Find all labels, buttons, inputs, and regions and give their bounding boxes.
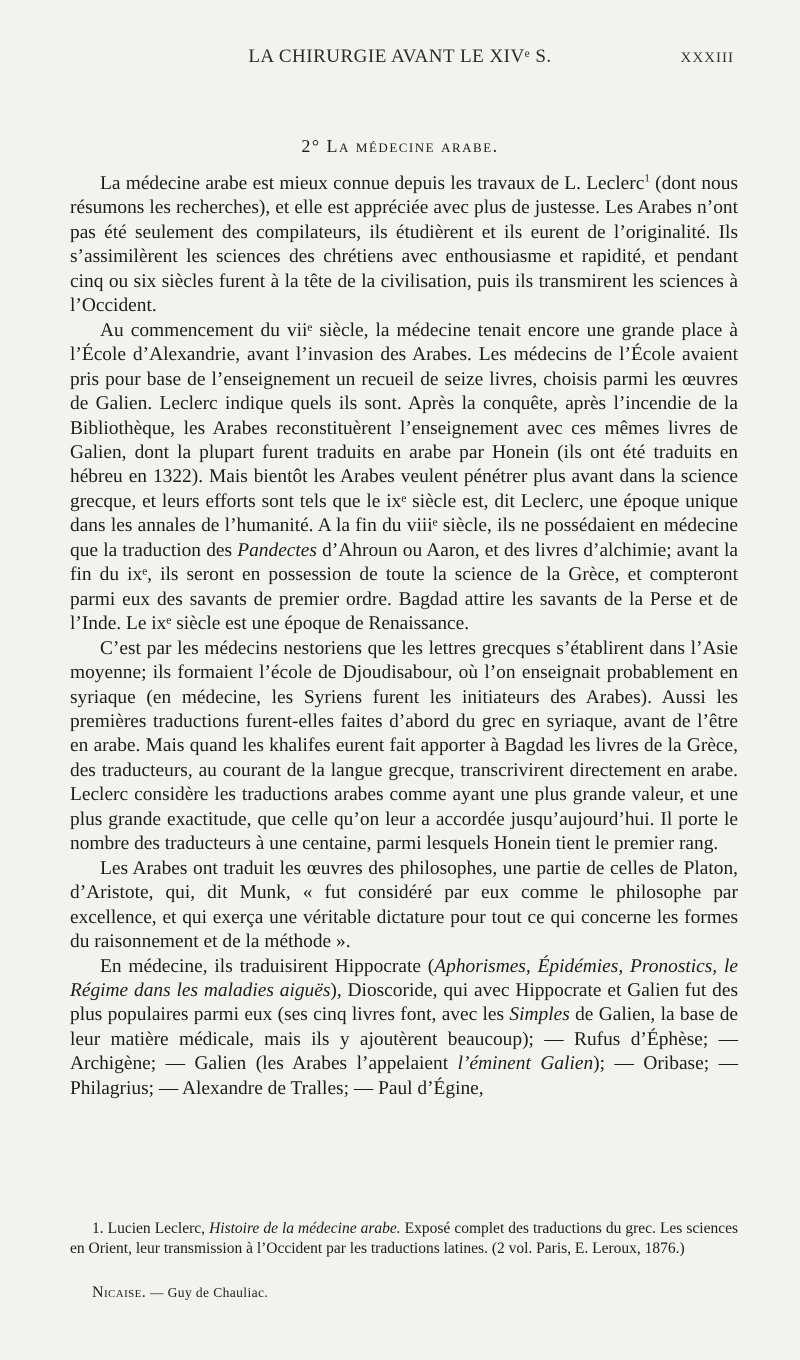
footnote-work-title: Histoire de la médecine arabe. [209, 1220, 401, 1237]
paragraph-text: ), Dioscoride, qui avec Hippocrate et Galien fut des plus populaires parmi eux (ses cinq livres font, avec les [70, 979, 738, 1026]
paragraph-text: Les Arabes ont traduit les œuvres des philosophes, une partie de celles de Platon, d’Aristote, qui, dit Munk, « fut considéré par eux comme le philosophe par excellence, et qui exerça une véritable dictature pour tout ce qui concerne les formes du raisonnement et de la méthode ». [70, 857, 738, 953]
paragraph [70, 319, 738, 637]
footnote-part: 1. Lucien Leclerc, [92, 1220, 210, 1237]
signature-line [92, 1284, 268, 1302]
paragraph [70, 955, 738, 1102]
section-heading [0, 136, 800, 157]
paragraph-text: d’Ahroun ou Aaron, et des livres d’alchimie; avant la fin du ixᵉ, ils seront en possession de toute la science de la Grèce, et compteront parmi eux des savants de premier ordre. Bagdad attire les savants de la Perse et de l’Inde. Le ixᵉ siècle est une époque de Renaissance. [70, 539, 738, 635]
signature-author: Nicaise. [92, 1284, 147, 1301]
page-number: XXXIII [680, 50, 734, 66]
paragraph-text: (dont nous résumons les recherches), et elle est appréciée avec plus de justesse. Les Arabes n’ont pas été seulement des compilateurs, ils étudièrent et ils eurent de l’originalité. Ils s’assimilèrent les sciences des chrétiens avec enthousiasme et rapidité, et pendant cinq ou six siècles furent à la tête de la civilisation, puis ils transmirent les sciences à l’Occident. [70, 173, 738, 317]
work-title: Simples [509, 1004, 570, 1026]
signature-work: Guy de Chauliac. [167, 1285, 269, 1300]
section-number: 2° [301, 136, 321, 156]
paragraph [70, 637, 738, 857]
paragraph-text: La médecine arabe est mieux connue depuis les travaux de L. Leclerc [100, 173, 645, 194]
footnote-part: Exposé complet des traductions du grec. Les sciences en Orient, leur transmission à l’Occident par les traductions latines. (2 vol. Paris, E. Leroux, 1876.) [70, 1220, 738, 1257]
work-title: Aphorismes, Épidémies, Pronostics, le Régime dans les maladies aiguës [70, 955, 739, 1001]
paragraph [70, 172, 738, 319]
footnote [70, 1219, 738, 1259]
footnote-text [70, 1219, 738, 1259]
footnote-marker: 1 [644, 172, 650, 185]
paragraph-text: ); — Oribase; — Philagrius; — Alexandre de Tralles; — Paul d’Égine, [70, 1053, 738, 1099]
work-title: Pandectes [237, 539, 317, 561]
body-text [70, 172, 738, 1101]
running-head-title: LA CHIRURGIE AVANT LE XIVᵉ S. [248, 46, 552, 67]
signature-separator: — [146, 1285, 168, 1300]
epithet: l’éminent Galien [457, 1053, 594, 1075]
paragraph-text: Au commencement du viiᵉ siècle, la médecine tenait encore une grande place à l’École d’Alexandrie, avant l’invasion des Arabes. Les médecins de l’École avaient pris pour base de l’enseignement un recueil de seize livres, choisis parmi les œuvres de Galien. Leclerc indique quels ils sont. Après la conquête, après l’incendie de la Bibliothèque, les Arabes reconstituèrent l’enseignement avec ces mêmes livres de Galien, dont la plupart furent traduits en arabe par Honein (ils ont été traduits en hébreu en 1322). Mais bientôt les Arabes veulent pénétrer plus avant dans la science grecque, et leurs efforts sont tels que le ixᵉ siècle est, dit Leclerc, une époque unique dans les annales de l’humanité. A la fin du viiiᵉ siècle, ils ne possédaient en médecine que la traduction des [70, 319, 738, 561]
paragraph-text: En médecine, ils traduisirent Hippocrate ( [100, 955, 435, 977]
paragraph [70, 857, 738, 955]
running-head [0, 44, 800, 74]
paragraph-text: de Galien, la base de leur matière médicale, mais ils y ajoutèrent beaucoup); — Rufus d’Éphèse; — Archigène; — Galien (les Arabes l’appelaient [70, 1004, 739, 1075]
section-title: La médecine arabe. [326, 136, 499, 156]
paragraph-text: C’est par les médecins nestoriens que les lettres grecques s’établirent dans l’Asie moyenne; ils formaient l’école de Djoudisabour, où l’on enseignait probablement en syriaque (en médecine, les Syriens furent les initiateurs des Arabes). Aussi les premières traductions furent-elles faites d’abord du grec en syriaque, avant de l’être en arabe. Mais quand les khalifes eurent fait apporter à Bagdad les livres de la Grèce, des traducteurs, au courant de la langue grecque, transcrivirent directement en arabe. Leclerc considère les traductions arabes comme ayant une plus grande valeur, et une plus grande exactitude, que celle qu’on leur a accordée jusqu’aujourd’hui. Il porte le nombre des traducteurs à une centaine, parmi lesquels Honein tient le premier rang. [70, 637, 738, 855]
